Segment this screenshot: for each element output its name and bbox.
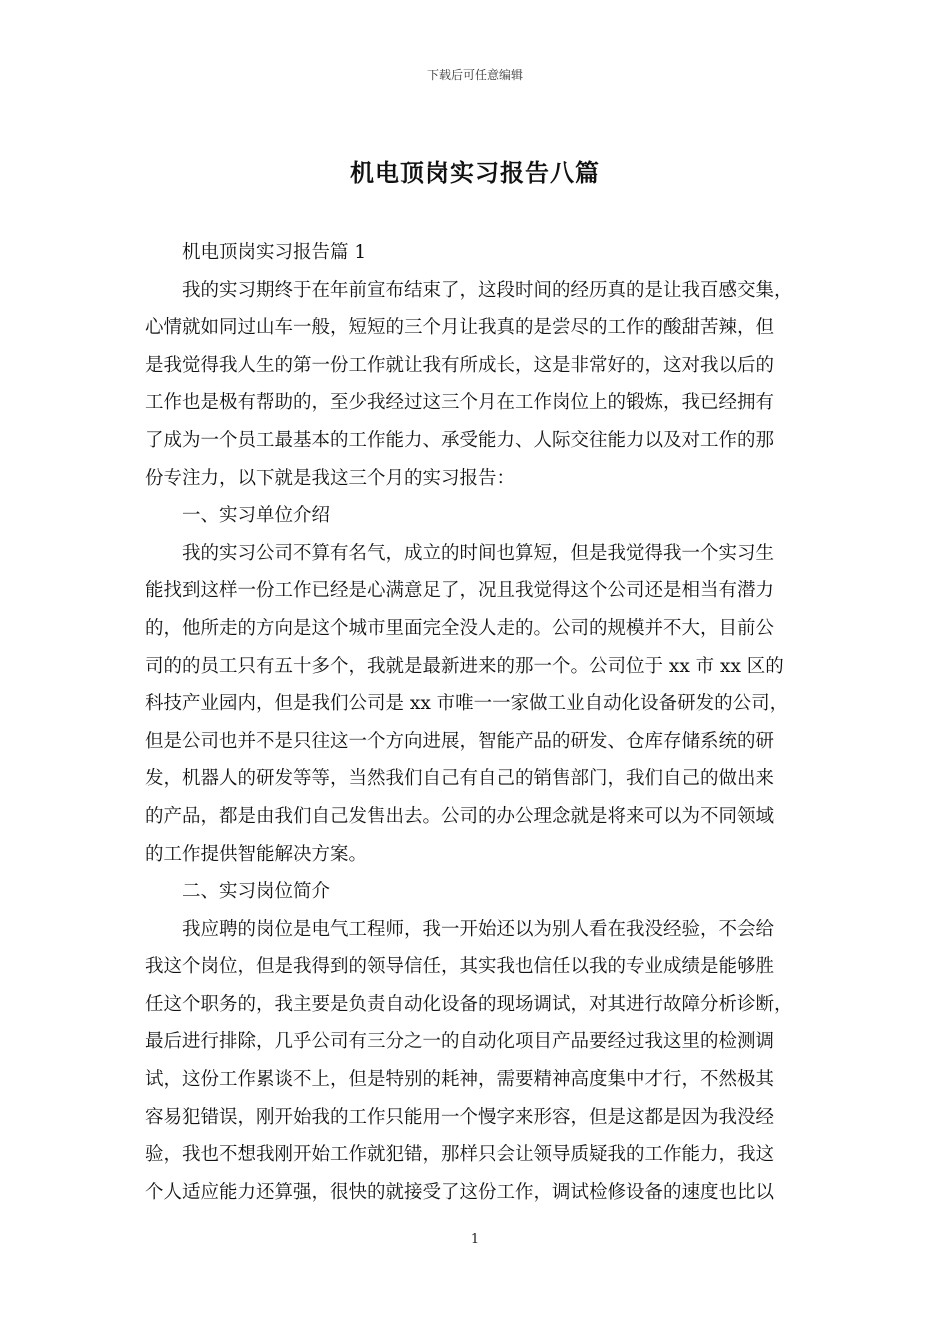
text-line: 的，他所走的方向是这个城市里面完全没人走的。公司的规模并不大，目前公 — [145, 617, 775, 639]
text-line: 工作也是极有帮助的，至少我经过这三个月在工作岗位上的锻炼，我已经拥有 — [145, 392, 775, 414]
text-line: 发，机器人的研发等等，当然我们自己有自己的销售部门，我们自己的做出来 — [145, 768, 775, 790]
text-line: 试，这份工作累谈不上，但是特别的耗神，需要精神高度集中才行，不然极其 — [145, 1069, 775, 1091]
text-line: 我的实习期终于在年前宣布结束了，这段时间的经历真的是让我百感交集， — [182, 279, 793, 301]
text-line: 我的实习公司不算有名气，成立的时间也算短，但是我觉得我一个实习生 — [182, 542, 775, 564]
text-line: 机电顶岗实习报告篇 1 — [182, 242, 367, 263]
header-note: 下载后可任意编辑 — [426, 68, 523, 82]
text-line: 我这个岗位，但是我得到的领导信任，其实我也信任以我的专业成绩是能够胜 — [145, 956, 775, 978]
text-line: 科技产业园内，但是我们公司是 xx 市唯一一家做工业自动化设备研发的公司， — [145, 693, 789, 715]
text-line: 验，我也不想我刚开始工作就犯错，那样只会让领导质疑我的工作能力，我这 — [145, 1144, 775, 1166]
text-line: 是我觉得我人生的第一份工作就让我有所成长，这是非常好的，这对我以后的 — [145, 354, 775, 376]
text-line: 容易犯错误，刚开始我的工作只能用一个慢字来形容，但是这都是因为我没经 — [145, 1106, 775, 1128]
body-text — [145, 234, 815, 1211]
text-line: 任这个职务的，我主要是负责自动化设备的现场调试，对其进行故障分析诊断， — [145, 993, 793, 1015]
text-line: 了成为一个员工最基本的工作能力、承受能力、人际交往能力以及对工作的那 — [145, 429, 775, 451]
text-line: 心情就如同过山车一般，短短的三个月让我真的是尝尽的工作的酸甜苦辣，但 — [145, 317, 775, 339]
text-line: 二、实习岗位简介 — [182, 881, 331, 903]
text-line: 的工作提供智能解决方案。 — [145, 843, 368, 865]
text-line: 的产品，都是由我们自己发售出去。公司的办公理念就是将来可以为不同领域 — [145, 805, 775, 827]
text-line: 最后进行排除，几乎公司有三分之一的自动化项目产品要经过我这里的检测调 — [145, 1031, 775, 1053]
text-line: 但是公司也并不是只往这一个方向进展，智能产品的研发、仓库存储系统的研 — [145, 730, 775, 752]
page-number: 1 — [470, 1232, 480, 1247]
text-line: 能找到这样一份工作已经是心满意足了，况且我觉得这个公司还是相当有潜力 — [145, 580, 775, 602]
document-title: 机电顶岗实习报告八篇 — [350, 158, 600, 187]
text-line: 司的的员工只有五十多个，我就是最新进来的那一个。公司位于 xx 市 xx 区的 — [145, 655, 784, 677]
text-line: 我应聘的岗位是电气工程师，我一开始还以为别人看在我没经验，不会给 — [182, 918, 775, 940]
text-line: 份专注力，以下就是我这三个月的实习报告： — [145, 467, 516, 489]
text-line: 一、实习单位介绍 — [182, 505, 331, 527]
text-line: 个人适应能力还算强，很快的就接受了这份工作，调试检修设备的速度也比以 — [145, 1181, 775, 1203]
